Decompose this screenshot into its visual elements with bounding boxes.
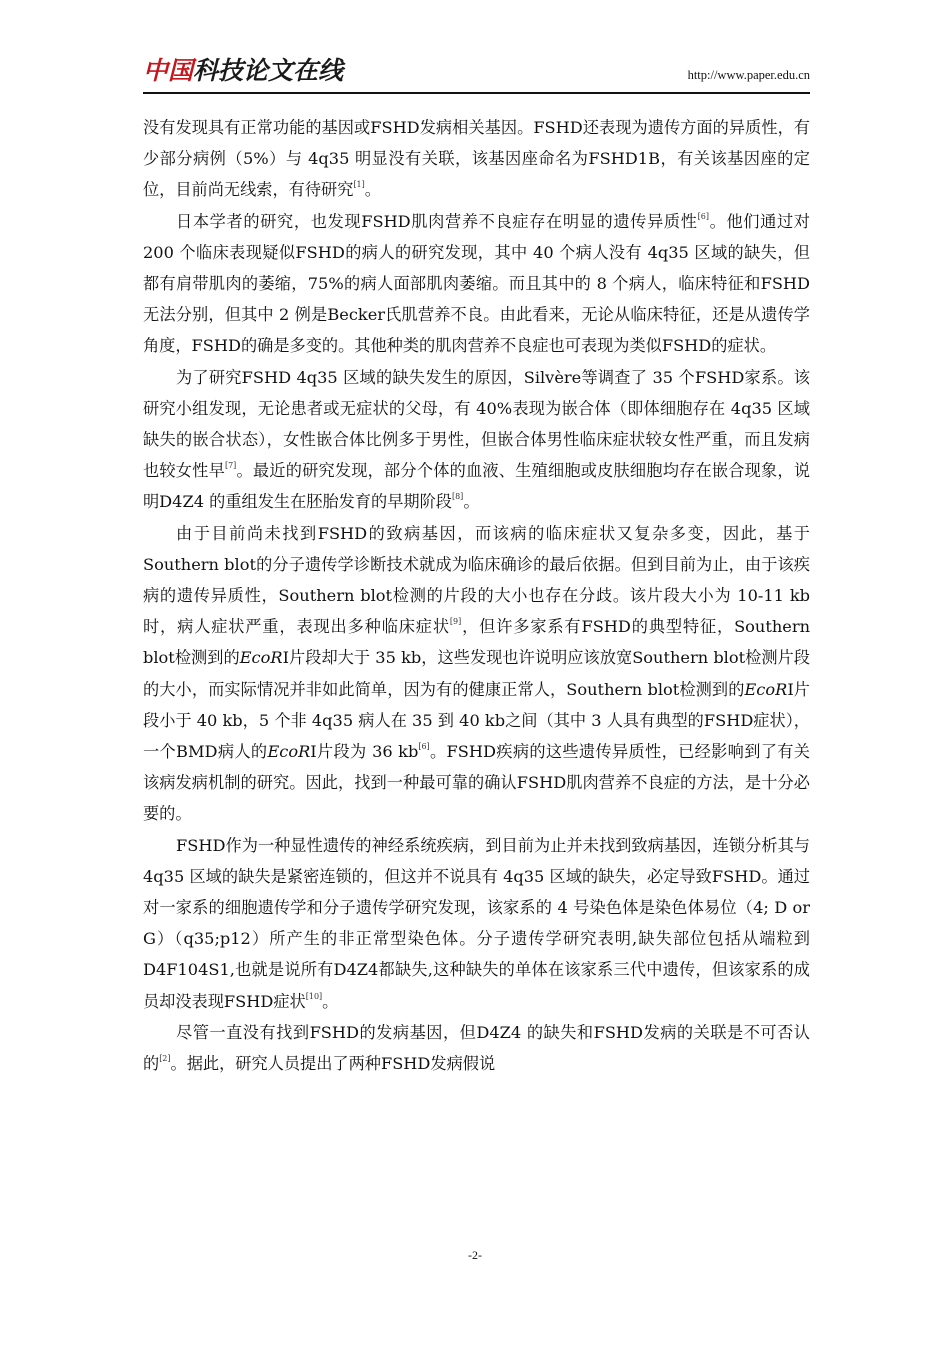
italic-term: EcoR	[744, 679, 788, 699]
logo-text-china: 中国	[143, 56, 194, 85]
paragraph-text: I片段却大于 35 kb，这些发现也许说明应该放宽Southern blot检测片段的大小，而实际情况并非如此简单，因为有的健康正常人，Southern blot检测到的	[143, 648, 810, 699]
page-header	[143, 52, 810, 94]
citation-ref: [7]	[224, 461, 237, 471]
paragraph-text: I片段小于 40 kb，5 个非 4q35 病人在 35 到 40 kb之间（其中 3 人具有典型的FSHD症状），一个BMD病人的	[143, 679, 810, 762]
paragraph-text: 。	[364, 180, 381, 200]
paragraph-text: 为了研究FSHD 4q35 区域的缺失发生的原因，Silvère等调查了 35 个FSHD家系。该研究小组发现，无论患者或无症状的父母，有 40%表现为嵌合体（即体细胞存在 4q35 区域缺失的嵌合状态），女性嵌合体比例多于男性，但嵌合体男性临床症状较女性严重，而且发病也较女性早	[143, 367, 810, 481]
logo-text-rest: 科技论文在线	[193, 56, 344, 85]
header-url-link[interactable]: http://www.paper.edu.cn	[687, 68, 810, 82]
paragraph-text: 没有发现具有正常功能的基因或FSHD发病相关基因。FSHD还表现为遗传方面的异质性，有少部分病例（5%）与 4q35 明显没有关联，该基因座命名为FSHD1B，有关该基因座的定位，目前尚无线索，有待研究	[143, 118, 810, 200]
body-paragraph	[143, 830, 810, 1017]
citation-ref: [6]	[697, 211, 709, 221]
paragraph-text: FSHD作为一种显性遗传的神经系统疾病，到目前为止并未找到致病基因，连锁分析其与 4q35 区域的缺失是紧密连锁的，但这并不说具有 4q35 区域的缺失，必定导致FSHD。通过对一家系的细胞遗传学和分子遗传学研究发现，该家系的 4 号染色体是染色体易位（4; D or G）（q35;p12）所产生的非正常型染色体。分子遗传学研究表明,缺失部位包括从端粒到D4F104S1,也就是说所有D4Z4都缺失,这种缺失的单体在该家系三代中遗传，但该家系的成员却没表现FSHD症状	[143, 835, 810, 1011]
paragraph-text: I片段为 36 kb	[310, 742, 419, 762]
body-paragraph	[143, 518, 810, 830]
paragraph-text: 。他们通过对 200 个临床表现疑似FSHD的病人的研究发现，其中 40 个病人没有 4q35 区域的缺失，但都有肩带肌肉的萎缩，75%的病人面部肌肉萎缩。而且其中的 8 个病人，临床特征和FSHD无法分别，但其中 2 例是Becker氏肌营养不良。由此看来，无论从临床特征，还是从遗传学角度，FSHD的确是多变的。其他种类的肌肉营养不良症也可表现为类似FSHD的症状。	[143, 211, 810, 356]
italic-term: EcoR	[267, 742, 311, 762]
paragraph-text: 。	[322, 991, 339, 1011]
citation-ref: [10]	[305, 991, 323, 1001]
italic-term: EcoR	[239, 648, 283, 668]
citation-ref: [1]	[353, 180, 365, 190]
paragraph-text: 日本学者的研究，也发现FSHD肌肉营养不良症存在明显的遗传异质性	[176, 211, 698, 231]
citation-ref: [9]	[449, 617, 462, 627]
body-paragraph	[143, 206, 810, 362]
site-logo	[143, 56, 343, 86]
paragraph-text: 。据此，研究人员提出了两种FSHD发病假说	[170, 1054, 496, 1074]
page-number: -2-	[468, 1248, 482, 1262]
citation-ref: [2]	[159, 1054, 171, 1064]
body-paragraph	[143, 1017, 810, 1079]
body-paragraph	[143, 362, 810, 518]
paragraph-text: 。最近的研究发现，部分个体的血液、生殖细胞或皮肤细胞均存在嵌合现象，说明D4Z4 的重组发生在胚胎发育的早期阶段	[143, 461, 811, 512]
citation-ref: [6]	[418, 742, 430, 752]
article-body	[143, 112, 810, 1079]
body-paragraph	[143, 112, 810, 206]
paragraph-text: 。	[463, 492, 480, 512]
paragraph-text: 尽管一直没有找到FSHD的发病基因，但D4Z4 的缺失和FSHD发病的关联是不可否认的	[143, 1022, 810, 1074]
paragraph-text: ，但许多家系有FSHD的典型特征，Southern blot检测到的	[143, 617, 811, 668]
paragraph-text: 。FSHD疾病的这些遗传异质性，已经影响到了有关该病发病机制的研究。因此，找到一种最可靠的确认FSHD肌肉营养不良症的方法，是十分必要的。	[143, 742, 810, 824]
citation-ref: [8]	[451, 492, 464, 502]
paragraph-text: 由于目前尚未找到FSHD的致病基因，而该病的临床症状又复杂多变，因此，基于Southern blot的分子遗传学诊断技术就成为临床确诊的最后依据。但到目前为止，由于该疾病的遗传异质性，Southern blot检测的片段的大小也存在分歧。该片段大小为 10-11 kb时，病人症状严重，表现出多种临床症状	[143, 523, 810, 637]
